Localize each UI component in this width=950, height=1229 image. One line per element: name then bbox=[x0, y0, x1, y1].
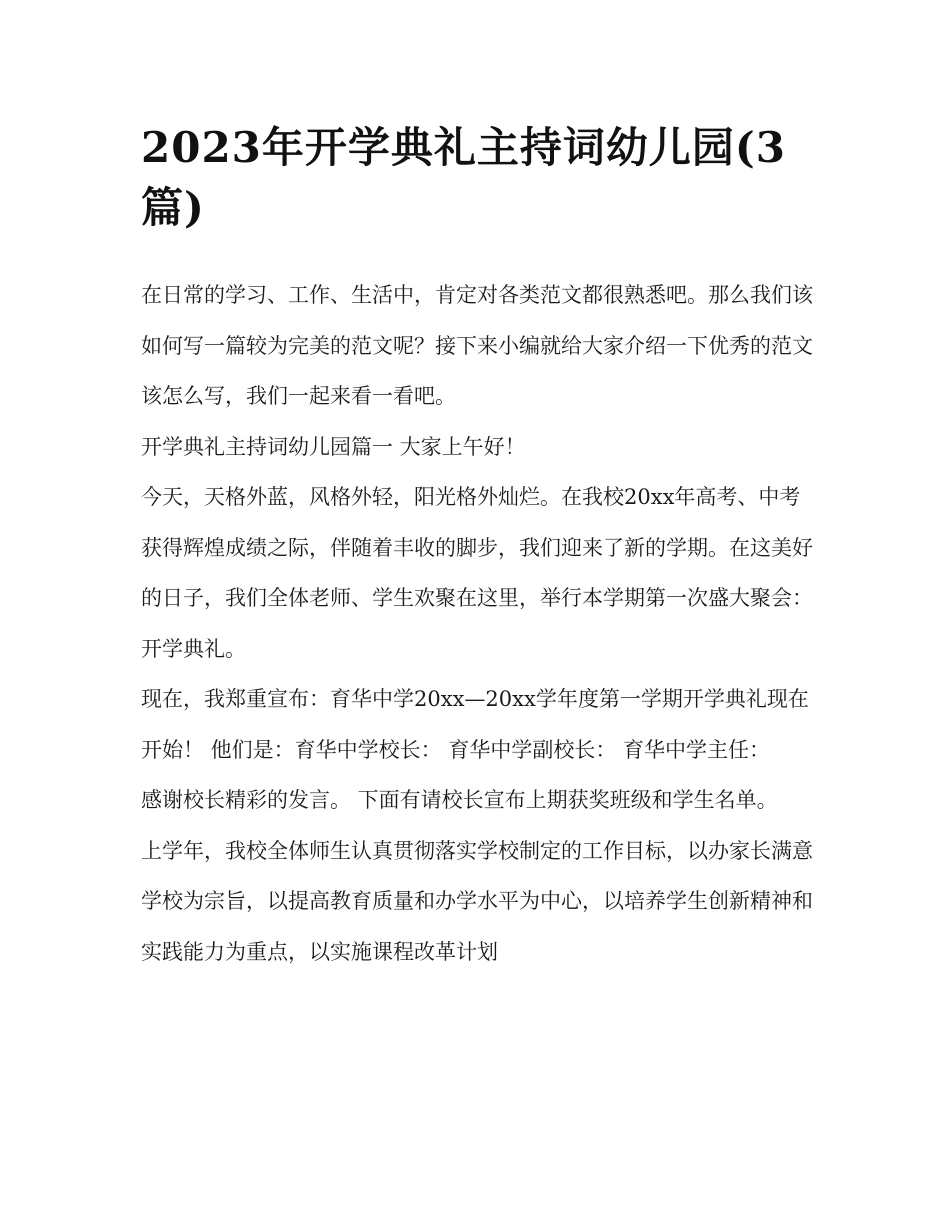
body-paragraph: 现在，我郑重宣布：育华中学20xx—20xx学年度第一学期开学典礼现在开始！ 他们是：育华中学校长： 育华中学副校长： 育华中学主任： bbox=[141, 687, 809, 762]
document-title: 2023年开学典礼主持词幼儿园(3篇) bbox=[141, 123, 786, 232]
body-paragraph: 感谢校长精彩的发言。 下面有请校长宣布上期获奖班级和学生名单。 bbox=[141, 788, 778, 812]
document-content bbox=[141, 118, 821, 977]
body-paragraph: 上学年，我校全体师生认真贯彻落实学校制定的工作目标，以办家长满意学校为宗旨，以提高教育质量和办学水平为中心，以培养学生创新精神和实践能力为重点，以实施课程改革计划 bbox=[141, 838, 813, 964]
intro-paragraph: 在日常的学习、工作、生活中，肯定对各类范文都很熟悉吧。那么我们该如何写一篇较为完美的范文呢？接下来小编就给大家介绍一下优秀的范文该怎么写，我们一起来看一看吧。 bbox=[141, 283, 813, 408]
section-heading-paragraph: 开学典礼主持词幼儿园篇一 大家上午好！ bbox=[141, 434, 526, 459]
body-paragraph: 今天，天格外蓝，风格外轻，阳光格外灿烂。在我校20xx年高考、中考获得辉煌成绩之际，伴随着丰收的脚步，我们迎来了新的学期。在这美好的日子，我们全体老师、学生欢聚在这里，举行本学期第一次盛大聚会：开学典礼。 bbox=[141, 485, 813, 661]
document-body bbox=[141, 270, 821, 977]
